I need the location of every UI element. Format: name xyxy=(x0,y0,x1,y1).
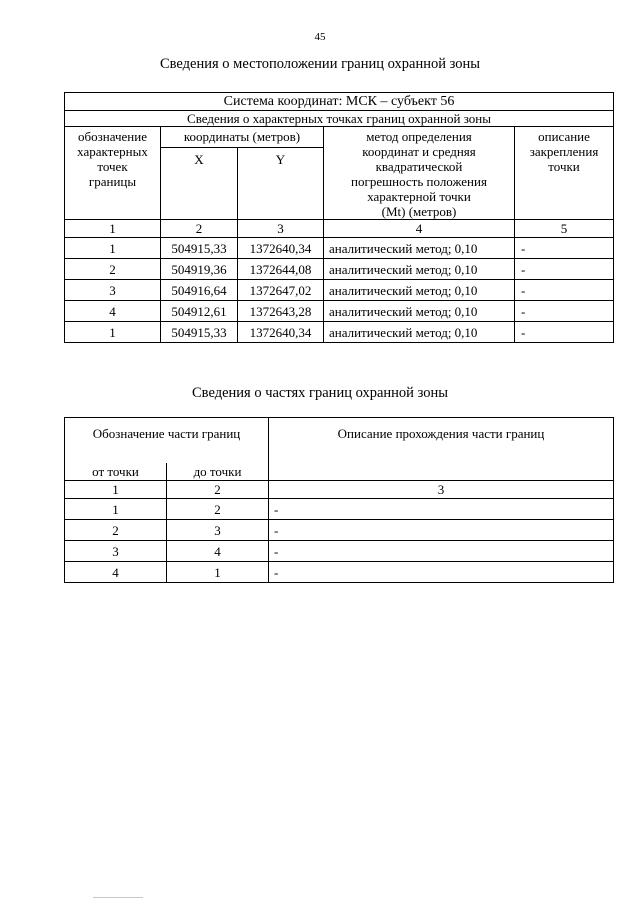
desc-cell: - xyxy=(269,520,614,541)
desc-cell: - xyxy=(269,499,614,520)
to-cell: 2 xyxy=(167,499,269,520)
from-cell: 1 xyxy=(65,499,167,520)
method-cell: аналитический метод; 0,10 xyxy=(324,280,515,301)
part-description-header: Описание прохождения части границ xyxy=(269,418,614,481)
from-cell: 4 xyxy=(65,562,167,583)
to-cell: 3 xyxy=(167,520,269,541)
col-number: 1 xyxy=(65,481,167,499)
from-point-header: от точки xyxy=(65,463,167,481)
method-cell: аналитический метод; 0,10 xyxy=(324,301,515,322)
point-cell: 1 xyxy=(65,238,161,259)
x-cell: 504916,64 xyxy=(161,280,238,301)
table-row xyxy=(65,322,614,343)
characteristic-points-table xyxy=(64,92,614,343)
point-cell: 2 xyxy=(65,259,161,280)
part-designation-header: Обозначение части границ xyxy=(65,418,269,464)
point-cell: 4 xyxy=(65,301,161,322)
x-cell: 504912,61 xyxy=(161,301,238,322)
y-header: Y xyxy=(238,147,324,219)
col-number: 5 xyxy=(515,220,614,238)
from-cell: 2 xyxy=(65,520,167,541)
col-number: 1 xyxy=(65,220,161,238)
section1-title: Сведения о местоположении границ охранной зоны xyxy=(159,56,480,72)
from-cell: 3 xyxy=(65,541,167,562)
method-header: метод определения координат и средняя квадратической погрешность положения характерной точки (Mt) (метров) xyxy=(324,127,515,220)
to-point-header: до точки xyxy=(167,463,269,481)
x-cell: 504915,33 xyxy=(161,322,238,343)
table-row xyxy=(65,238,614,259)
y-cell: 1372640,34 xyxy=(238,238,324,259)
section2-title: Сведения о частях границ охранной зоны xyxy=(192,385,448,401)
coordinates-header: координаты (метров) xyxy=(161,127,324,148)
col-number: 3 xyxy=(269,481,614,499)
to-cell: 4 xyxy=(167,541,269,562)
table-row xyxy=(65,520,614,541)
table-row xyxy=(65,259,614,280)
table-row xyxy=(65,541,614,562)
desc-cell: - xyxy=(269,562,614,583)
desc-cell: - xyxy=(515,301,614,322)
y-cell: 1372640,34 xyxy=(238,322,324,343)
coord-system-cell: Система координат: МСК – субъект 56 xyxy=(65,93,614,111)
desc-cell: - xyxy=(269,541,614,562)
to-cell: 1 xyxy=(167,562,269,583)
col-number: 4 xyxy=(324,220,515,238)
desc-cell: - xyxy=(515,238,614,259)
method-cell: аналитический метод; 0,10 xyxy=(324,238,515,259)
col-number: 3 xyxy=(238,220,324,238)
point-cell: 3 xyxy=(65,280,161,301)
x-header: X xyxy=(161,147,238,219)
table-row xyxy=(65,280,614,301)
desc-cell: - xyxy=(515,280,614,301)
method-cell: аналитический метод; 0,10 xyxy=(324,322,515,343)
page-number: 45 xyxy=(314,31,326,43)
boundary-parts-table xyxy=(64,417,614,583)
y-cell: 1372643,28 xyxy=(238,301,324,322)
table-row xyxy=(65,562,614,583)
y-cell: 1372644,08 xyxy=(238,259,324,280)
desc-cell: - xyxy=(515,259,614,280)
desc-cell: - xyxy=(515,322,614,343)
x-cell: 504919,36 xyxy=(161,259,238,280)
table-row xyxy=(65,301,614,322)
x-cell: 504915,33 xyxy=(161,238,238,259)
col-number: 2 xyxy=(167,481,269,499)
y-cell: 1372647,02 xyxy=(238,280,324,301)
description-header: описание закрепления точки xyxy=(515,127,614,220)
col-number: 2 xyxy=(161,220,238,238)
designation-header: обозначение характерных точек границы xyxy=(65,127,161,220)
table-row xyxy=(65,499,614,520)
point-cell: 1 xyxy=(65,322,161,343)
footer-mark xyxy=(93,897,143,898)
subtitle-cell: Сведения о характерных точках границ охранной зоны xyxy=(65,111,614,127)
method-cell: аналитический метод; 0,10 xyxy=(324,259,515,280)
